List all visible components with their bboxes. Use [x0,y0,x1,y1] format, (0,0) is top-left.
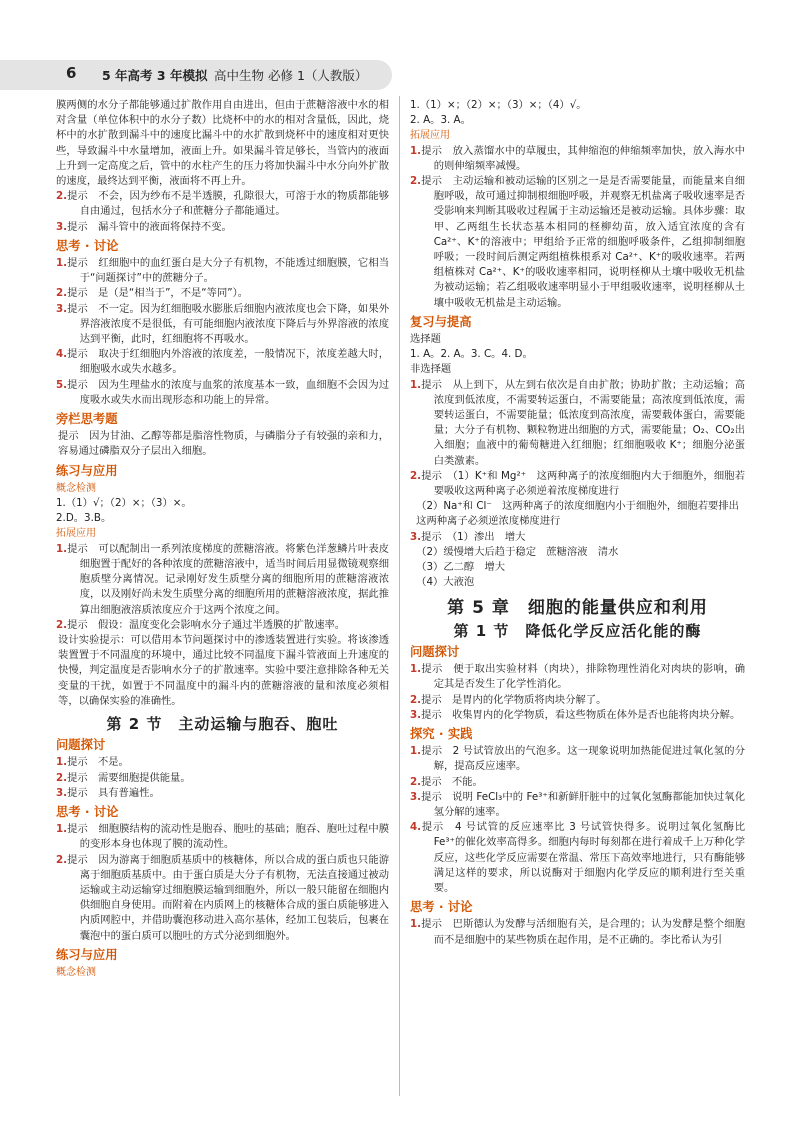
list-item: 4.提示 取决于红细胞内外溶液的浓度差，一般情况下，浓度差越大时，细胞吸水或失水越多。 [56,348,389,376]
list-continuation: （4）大液泡 [416,576,475,589]
wenti-list [410,662,745,723]
intro-list [56,189,389,235]
chapter-title: 第 5 章 细胞的能量供应和利用 [447,597,708,618]
list-item: 3.提示 具有普遍性。 [56,786,160,799]
subheading-gainian: 概念检测 [56,482,96,494]
list-item: 3.提示 收集胃内的化学物质，看这些物质在体外是否也能将肉块分解。 [410,708,741,721]
sikao2-list [56,822,389,944]
intro-paragraph: 膜两侧的水分子都能够通过扩散作用自由进出，但由于蔗糖溶液中水的相对含量（单位体积中的水分子数）比烧杯中的水的相对含量低，因此，烧杯中的水扩散到漏斗中的速度比漏斗中的水扩散到烧杯中的速度相对更快些，导致漏斗中水量增加，液面上升。如果漏斗管足够长，当管内的液面上升到一定高度之后，管中的水柱产生的压力将加快漏斗中水分向外扩散的速度，最终达到平衡，液面将不再上升。 [56,99,389,188]
wenti-list [56,755,389,801]
tuozhan-extra: 设计实验提示：可以借用本节问题探讨中的渗透装置进行实验。将该渗透装置置于不同温度的环境中，通过比较不同温度下漏斗管液面上升速度的快慢，判定温度是否影响水分子的扩散速率。实验中要注意排除各种无关变量的干扰，如置于不同温度中的漏斗内的蔗糖溶液的量和浓度必须相等，以确保实验的准确性。 [58,633,389,707]
page-header [0,60,392,90]
section-title: 第 2 节 主动运输与胞吞、胞吐 [106,714,339,733]
heading-wenti: 问题探讨 [410,644,460,659]
sikao-list [410,917,745,947]
heading-panglan: 旁栏思考题 [56,412,118,427]
tanjiu-list [410,744,745,896]
subheading-tuozhan: 拓展应用 [56,528,96,540]
tuozhan-list [56,542,389,633]
list-item: 3.提示 说明 FeCl₃中的 Fe³⁺和新鲜肝脏中的过氧化氢酶都能加快过氧化氢分解的速率。 [410,790,745,818]
answer-line: 2.D。3.B。 [56,512,112,525]
answer-line: 1.（1）×；（2）×；（3）×；（4）√。 [410,99,587,111]
right-column [410,98,745,948]
tuozhan-list [410,144,745,311]
heading-sikao: 思考 · 讨论 [410,900,473,915]
book-title: 高中生物 必修 1（人教版） [214,68,368,83]
list-item: 1.提示 细胞膜结构的流动性是胞吞、胞吐的基础；胞吞、胞吐过程中膜的变形本身也体现了膜的流动性。 [56,823,389,851]
list-item: 1.提示 红细胞中的血红蛋白是大分子有机物，不能透过细胞膜，它相当于“问题探讨”中的蔗糖分子。 [56,257,389,285]
heading-wenti: 问题探讨 [56,738,106,753]
answer-line: 1.（1）√；（2）×；（3）×。 [56,497,192,510]
list-item: 1.提示 不是。 [56,756,129,769]
list-continuation: （2）缓慢增大后趋于稳定 蔗糖溶液 清水 [416,545,619,558]
list-item: 1.提示 放入蒸馏水中的草履虫，其伸缩泡的伸缩频率加快，放入海水中的则伸缩频率减慢。 [410,144,745,172]
page-number: 6 [66,64,77,82]
feixuanze-list [410,378,745,591]
list-item: 3.提示 漏斗管中的液面将保持不变。 [56,220,232,233]
list-item: 1.提示 2 号试管放出的气泡多。这一现象说明加热能促进过氧化氢的分解，提高反应速率。 [410,745,745,773]
list-item: 4.提示 4 号试管的反应速率比 3 号试管快得多。说明过氧化氢酶比 Fe³⁺的催化效率高得多。细胞内每时每刻都在进行着成千上万种化学反应，这些化学反应需要在常温、常压下高效率地进行，只有酶能够满足这样的要求，所以说酶对于细胞内化学反应的顺利进行至关重要。 [410,821,745,894]
list-item: 3.提示 （1）渗出 增大 [410,530,526,543]
list-item: 1.提示 便于取出实验材料（肉块），排除物理性消化对肉块的影响，确定其是否发生了化学性消化。 [410,663,745,691]
heading-tanjiu: 探究 · 实践 [410,726,473,741]
list-item: 1.提示 从上到下，从左到右依次是自由扩散；协助扩散；主动运输；高浓度到低浓度，不需要转运蛋白，不需要能量；高浓度到低浓度，需要转运蛋白，不需要能量；低浓度到高浓度，需要载体蛋白，需要能量；大分子有机物、颗粒物进出细胞的方式，需要能量；O₂、CO₂出入细胞；血液中的葡萄糖进入红细胞；红细胞吸收 K⁺；细胞分泌蛋白类激素。 [410,378,745,467]
list-item: 2.提示 需要细胞提供能量。 [56,771,191,784]
answer-line: 1. A。2. A。3. C。4. D。 [410,348,533,361]
heading-sikao: 思考 · 讨论 [56,238,119,253]
heading-lianxi: 练习与应用 [56,463,118,478]
subheading-tuozhan: 拓展应用 [410,130,450,142]
series-title: 5 年高考 3 年模拟 [102,68,208,83]
list-item: 2.提示 假设：温度变化会影响水分子通过半透膜的扩散速率。 [56,618,346,631]
column-divider [399,96,400,1096]
label-feixuanze: 非选择题 [410,363,452,376]
list-item: 2.提示 是（是“相当于”，不是“等同”）。 [56,287,249,300]
list-item: 2.提示 （1）K⁺和 Mg²⁺ 这两种离子的浓度细胞内大于细胞外，细胞若要吸收这两种离子必须逆着浓度梯度进行 [410,469,745,498]
answer-line: 2. A。3. A。 [410,114,471,127]
heading-lianxi2: 练习与应用 [56,947,118,962]
list-continuation: （2）Na⁺和 Cl⁻ 这两种离子的浓度细胞内小于细胞外，细胞若要排出这两种离子必须逆浓度梯度进行 [416,500,739,528]
list-item: 3.提示 不一定。因为红细胞吸水膨胀后细胞内液浓度也会下降，如果外界溶液浓度不是很低，有可能细胞内液浓度下降后与外界溶液的浓度达到平衡，此时，红细胞将不再吸水。 [56,302,389,346]
subheading-gainian2: 概念检测 [56,966,96,978]
label-xuanze: 选择题 [410,333,441,346]
list-item: 2.提示 不能。 [410,775,483,788]
heading-fuxi: 复习与提高 [410,314,472,329]
list-item: 2.提示 不会，因为纱布不是半透膜，孔隙很大，可溶于水的物质都能够自由通过，包括水分子和蔗糖分子都能通过。 [56,190,389,218]
list-item: 1.提示 巴斯德认为发酵与活细胞有关，是合理的；认为发酵是整个细胞而不是细胞中的某些物质在起作用，是不正确的。李比希认为引 [410,918,745,946]
list-item: 2.提示 因为游离于细胞质基质中的核糖体，所以合成的蛋白质也只能游离于细胞质基质中。由于蛋白质是大分子有机物，无法直接通过被动运输或主动运输穿过细胞膜运输到细胞外，所以一般只能留在细胞内供细胞自身使用。而附着在内质网上的核糖体合成的蛋白质能够进入内质网腔中，并借助囊泡移动进入高尔基体，经加工包装后，包裹在囊泡中的蛋白质可以胞吐的方式分泌到细胞外。 [56,853,389,942]
list-item: 5.提示 因为生理盐水的浓度与血浆的浓度基本一致，血细胞不会因为过度吸水或失水而出现形态和功能上的异常。 [56,378,389,406]
heading-sikao2: 思考 · 讨论 [56,804,119,819]
list-item: 2.提示 是胃内的化学物质将肉块分解了。 [410,693,607,706]
list-continuation: （3）乙二醇 增大 [416,561,506,574]
panglan-text: 提示 因为甘油、乙醇等都是脂溶性物质，与磷脂分子有较强的亲和力，容易通过磷脂双分子层出入细胞。 [58,430,389,458]
sikao-list [56,256,389,408]
list-item: 1.提示 可以配制出一系列浓度梯度的蔗糖溶液。将紫色洋葱鳞片叶表皮细胞置于配好的各种浓度的蔗糖溶液中，适当时间后用显微镜观察细胞质壁分离情况。记录刚好发生质壁分离的细胞所用的蔗糖溶液浓度，以及刚好尚未发生质壁分离的细胞所用的蔗糖溶液浓度，据此推算出细胞液溶质浓度应介于这两个浓度之间。 [56,542,389,616]
list-item: 2.提示 主动运输和被动运输的区别之一是是否需要能量，而能量来自细胞呼吸，故可通过抑制根细胞呼吸，并观察无机盐离子吸收速率是否受影响来判断其吸收过程属于主动运输还是被动运输。具体步骤：取甲、乙两组生长状态基本相同的柽柳幼苗，放入适宜浓度的含有 Ca²⁺、K⁺的溶液中；甲组给予正常的细胞呼吸条件，乙组抑制细胞呼吸；一段时间后测定两组植株根系对 Ca²⁺、K⁺的吸收速率。若两组植株对 Ca²⁺、K⁺的吸收速率相同，说明柽柳从土壤中吸收无机盐为被动运输；若乙组吸收速率明显小于甲组吸收速率，说明柽柳从土壤中吸收无机盐是主动运输。 [410,175,745,309]
section-title: 第 1 节 降低化学反应活化能的酶 [453,621,702,640]
left-column [56,98,389,980]
